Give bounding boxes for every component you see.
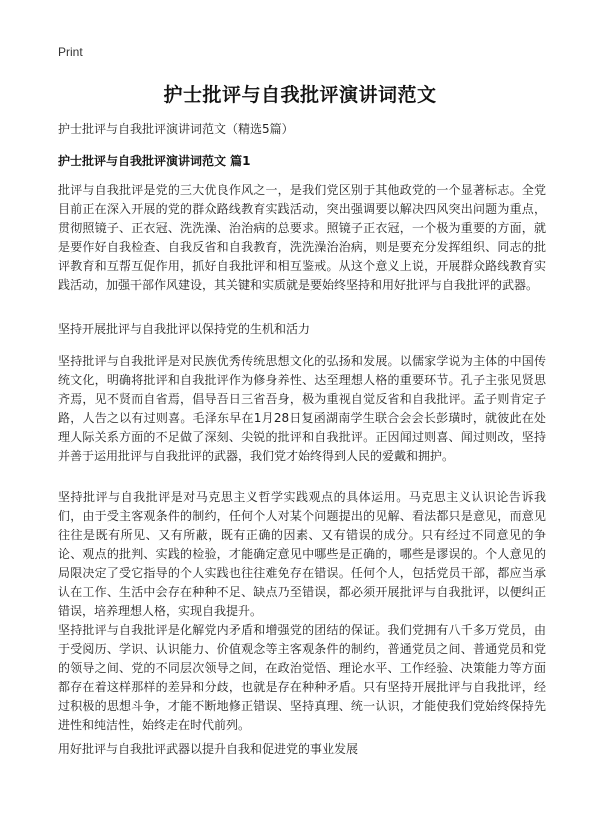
section-heading: 护士批评与自我批评演讲词范文 篇1	[58, 154, 251, 168]
paragraph-4: 坚持批评与自我批评是化解党内矛盾和增强党的团结的保证。我们党拥有八千多万党员，由于受阅历、学识、认识能力、价值观念等主客观条件的制约，普通党员之间、普通党员和党的领导之间、党的不同层次领导之间，在政治觉悟、理论水平、工作经验、决策能力等方面都存在着这样那样的差异和分歧，也就是存在种种矛盾。只有坚持开展批评与自我批评，经过积极的思想斗争，才能不断地修正错误、坚持真理、统一认识，才能使我们党始终保持先进性和纯洁性，始终走在时代前列。	[58, 623, 546, 732]
paragraph-3: 坚持批评与自我批评是对马克思主义哲学实践观点的具体运用。马克思主义认识论告诉我们，由于受主客观条件的制约，任何个人对某个问题提出的见解、看法都只是意见，而意见往往是既有所见、又有所蔽，既有正确的因素、又有错误的成分。只有经过不同意见的争论、观点的批判、实践的检验，才能确定意见中哪些是正确的，哪些是谬误的。个人意见的局限决定了受它指导的个人实践也往往难免存在错误。任何个人，包括党员干部，都应当承认在工作、生活中会存在种种不足、缺点乃至错误，都必须开展批评与自我批评，以便纠正错误，培养理想人格，实现自我提升。	[58, 490, 546, 618]
paragraph-2: 坚持批评与自我批评是对民族优秀传统思想文化的弘扬和发展。以儒家学说为主体的中国传统文化，明确将批评和自我批评作为修身养性、达至理想人格的重要环节。孔子主张见贤思齐焉，见不贤而自省焉，倡导吾日三省吾身，极为重视自觉反省和自我批评。孟子则肯定子路，人告之以有过则喜。毛泽东早在1月28日复函湖南学生联合会会长彭璜时，就彼此在处理人际关系方面的不足做了深刻、尖锐的批评和自我批评。正因闻过则喜、闻过则改，坚持并善于运用批评与自我批评的武器，我们党才始终得到人民的爱戴和拥护。	[58, 354, 546, 463]
subheading-2: 用好批评与自我批评武器以提升自我和促进党的事业发展	[58, 742, 359, 756]
subheading-1: 坚持开展批评与自我批评以保持党的生机和活力	[58, 322, 311, 336]
page-title: 护士批评与自我批评演讲词范文	[163, 84, 437, 106]
print-label[interactable]: Print	[58, 45, 83, 59]
paragraph-1: 批评与自我批评是党的三大优良作风之一，是我们党区别于其他政党的一个显著标志。全党目前正在深入开展的党的群众路线教育实践活动，突出强调要以解决四风突出问题为重点，贯彻照镜子、正衣冠、洗洗澡、治治病的总要求。照镜子正衣冠，一个极为重要的方面，就是要作好自我检查、自我反省和自我教育，洗洗澡治治病，则是要充分发挥组织、同志的批评教育和互帮互促作用，抓好自我批评和相互鉴戒。从这个意义上说，开展群众路线教育实践活动，加强干部作风建设，其关键和实质就是要始终坚持和用好批评与自我批评的武器。	[58, 183, 546, 292]
document-subtitle: 护士批评与自我批评演讲词范文（精选5篇）	[58, 122, 294, 136]
